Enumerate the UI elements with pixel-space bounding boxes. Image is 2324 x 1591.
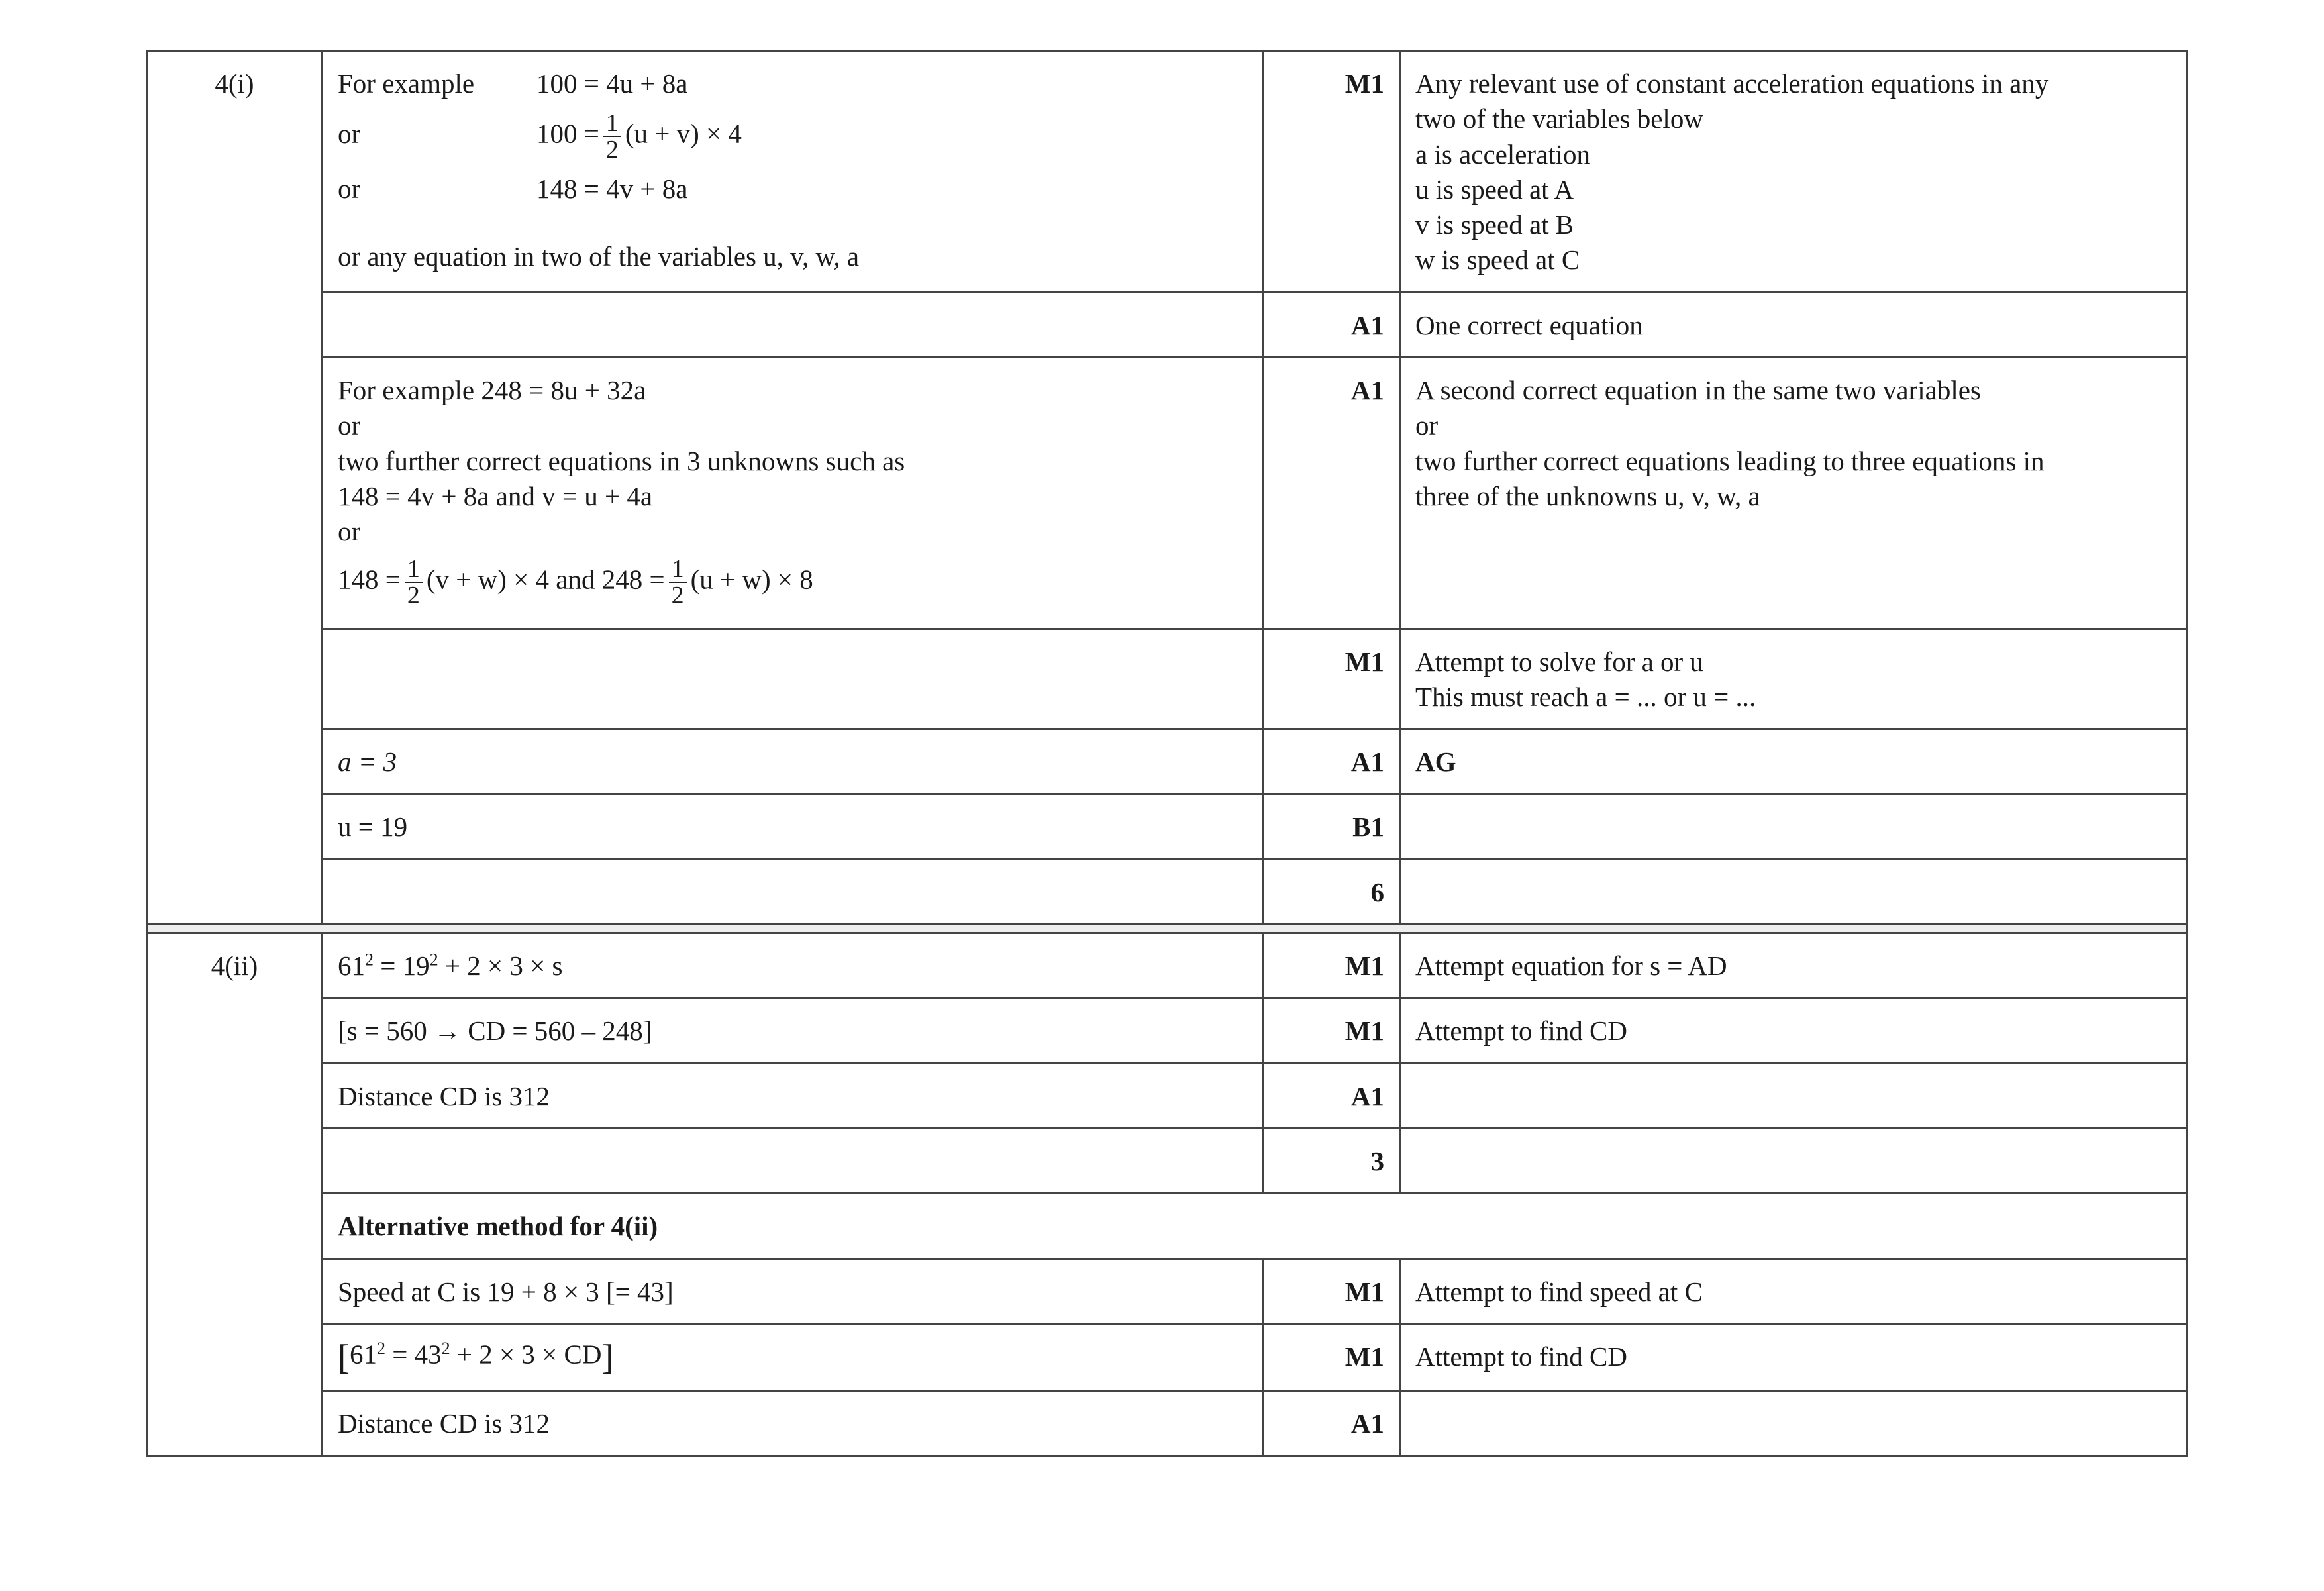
fraction: $\frac{1}{2}$: [405, 556, 423, 608]
question-number: 4(i): [147, 51, 323, 925]
guidance-cell: Any relevant use of constant acceleration equations in any two of the variables below a is acceleration u is speed at A v is speed at B w is speed at C: [1400, 51, 2187, 293]
answer-cell: For example 100 = 4u + 8a or 100 = $\frac{1}{2}$ (u + v) × 4 or 148 = 4v + 8a or any equation in two of the variables u, v, w, a: [323, 51, 1263, 293]
guidance-cell: Attempt to find CD: [1400, 998, 2187, 1063]
mark: A1: [1263, 1391, 1400, 1456]
table-row: [147, 933, 2187, 998]
answer-cell: $[61^2 = 43^2 + 2 \times 3 \times CD]$: [323, 1323, 1263, 1390]
table-row: [147, 1194, 2187, 1258]
answer-cell: $61^2 = 19^2 + 2 \times 3 \times s$: [323, 933, 1263, 998]
guidance-cell: [1400, 859, 2187, 924]
table-row: [147, 51, 2187, 293]
equation: 100 = 4u + 8a: [536, 68, 688, 99]
mark: A1: [1263, 729, 1400, 794]
answer-cell: a = 3: [323, 729, 1263, 794]
guidance-cell: A second correct equation in the same two variables or two further correct equations leading to three equations in three of the unknowns u, v, w, a: [1400, 358, 2187, 629]
mark: M1: [1263, 1258, 1400, 1323]
guidance-cell: [1400, 1063, 2187, 1128]
guidance-cell: AG: [1400, 729, 2187, 794]
table-row: [147, 998, 2187, 1063]
mark: A1: [1263, 292, 1400, 357]
part-separator: [147, 925, 2187, 933]
mark-scheme-table: [146, 50, 2188, 1457]
mark: M1: [1263, 629, 1400, 729]
answer-cell: Distance CD is 312: [323, 1063, 1263, 1128]
total-mark: 6: [1263, 859, 1400, 924]
answer-cell: [323, 1128, 1263, 1193]
table-row: [147, 1128, 2187, 1193]
answer-cell: [s = 560 → CD = 560 – 248]: [323, 998, 1263, 1063]
answer-cell: [323, 859, 1263, 924]
answer-cell: u = 19: [323, 794, 1263, 859]
table-row: [147, 629, 2187, 729]
table-row: [147, 358, 2187, 629]
mark: B1: [1263, 794, 1400, 859]
guidance-cell: Attempt equation for s = AD: [1400, 933, 2187, 998]
answer-cell: Speed at C is 19 + 8 × 3 [= 43]: [323, 1258, 1263, 1323]
answer-cell: Distance CD is 312: [323, 1391, 1263, 1456]
fraction: $\frac{1}{2}$: [603, 111, 621, 162]
table-row: [147, 1063, 2187, 1128]
mark: A1: [1263, 358, 1400, 629]
mark: A1: [1263, 1063, 1400, 1128]
table-row: [147, 1391, 2187, 1456]
guidance-cell: [1400, 794, 2187, 859]
question-number: 4(ii): [147, 933, 323, 1456]
answer-cell: [323, 629, 1263, 729]
guidance-cell: One correct equation: [1400, 292, 2187, 357]
mark: M1: [1263, 998, 1400, 1063]
mark: M1: [1263, 1323, 1400, 1390]
mark-scheme: [146, 50, 2186, 1457]
table-row: [147, 1323, 2187, 1390]
mark: M1: [1263, 51, 1400, 293]
table-row: [147, 859, 2187, 924]
total-mark: 3: [1263, 1128, 1400, 1193]
mark: M1: [1263, 933, 1400, 998]
guidance-cell: Attempt to solve for a or u This must reach a = ... or u = ...: [1400, 629, 2187, 729]
table-row: [147, 794, 2187, 859]
table-row: [147, 729, 2187, 794]
answer-cell: [323, 292, 1263, 357]
table-row: [147, 292, 2187, 357]
table-row: [147, 1258, 2187, 1323]
fraction: $\frac{1}{2}$: [669, 556, 687, 608]
guidance-cell: Attempt to find CD: [1400, 1323, 2187, 1390]
guidance-cell: [1400, 1391, 2187, 1456]
guidance-cell: Attempt to find speed at C: [1400, 1258, 2187, 1323]
answer-cell: For example 248 = 8u + 32a or two further correct equations in 3 unknowns such as 148 = 4v + 8a and v = u + 4a or 148 = $\frac{1}{2}$ (v + w) × 4 and 248 = $\frac{1}{2}$ (u + w) × 8: [323, 358, 1263, 629]
guidance-cell: [1400, 1128, 2187, 1193]
alternative-method-heading: Alternative method for 4(ii): [323, 1194, 2187, 1258]
